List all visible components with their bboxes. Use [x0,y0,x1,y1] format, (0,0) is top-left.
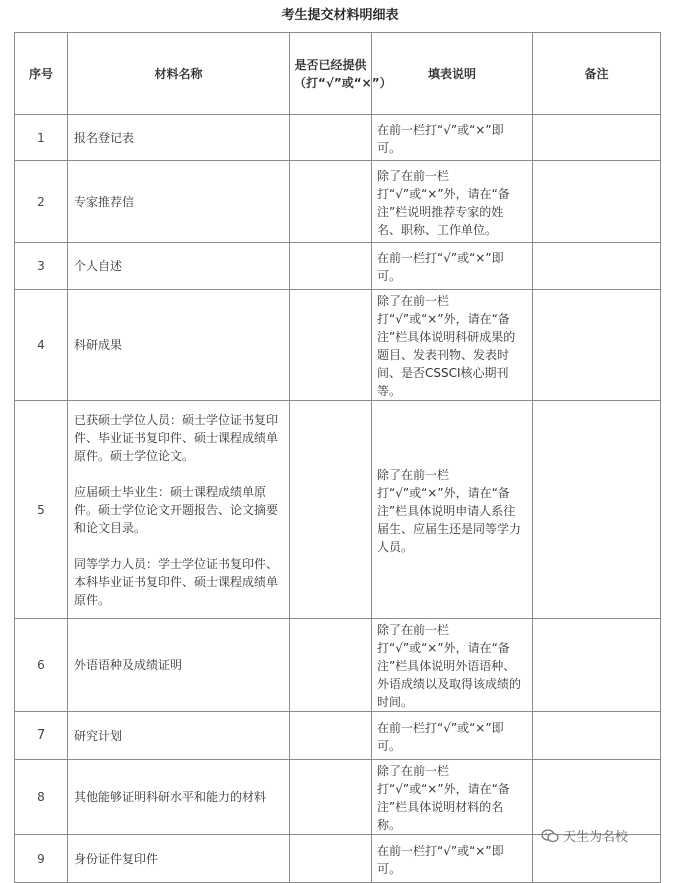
material-name [68,290,290,401]
submitted-cell[interactable] [290,243,372,290]
submitted-cell[interactable] [290,835,372,883]
table-row [15,712,661,760]
table-row [15,401,661,619]
header-submitted: 是否已经提供（打“√”或“×”） [290,33,372,115]
material-name-text: 个人自述 [74,259,123,273]
watermark-text: 天生为名校 [563,830,629,845]
remarks-cell[interactable] [533,712,661,760]
material-name-text: 已获硕士学位人员：硕士学位证书复印件、毕业证书复印件、硕士课程成绩单原件。硕士学位论文。 [74,412,279,463]
row-index: 1 [15,115,68,161]
row-index: 7 [15,712,68,760]
submitted-cell[interactable] [290,712,372,760]
header-remarks: 备注 [533,33,661,115]
wechat-icon [541,829,559,843]
material-name-text: 同等学力人员：学士学位证书复印件、本科毕业证书复印件、硕士课程成绩单原件。 [74,556,279,607]
row-index: 4 [15,290,68,401]
table-row [15,115,661,161]
submitted-cell[interactable] [290,115,372,161]
material-name-text: 研究计划 [74,728,123,743]
instructions-cell: 除了在前一栏打“√”或“×”外，请在“备注”栏具体说明材料的名称。 [372,760,533,835]
material-name [68,115,290,161]
remarks-cell[interactable] [533,619,661,712]
remarks-cell[interactable] [533,290,661,401]
instructions-cell: 在前一栏打“√”或“×”即可。 [372,243,533,290]
submitted-cell[interactable] [290,760,372,835]
page-title: 考生提交材料明细表 [281,8,399,23]
material-name [68,619,290,712]
row-index: 8 [15,760,68,835]
row-index: 3 [15,243,68,290]
material-name-text: 其他能够证明科研水平和能力的材料 [74,790,267,804]
row-index: 2 [15,161,68,243]
remarks-cell[interactable] [533,161,661,243]
header-index: 序号 [15,33,68,115]
submitted-cell[interactable] [290,161,372,243]
submitted-cell[interactable] [290,290,372,401]
watermark [541,826,628,845]
material-name [68,401,290,619]
material-name-text: 外语语种及成绩证明 [74,658,183,672]
remarks-cell[interactable] [533,115,661,161]
material-name-text: 专家推荐信 [74,194,135,209]
material-name-text: 科研成果 [74,338,123,352]
header-instructions: 填表说明 [372,33,533,115]
remarks-cell[interactable] [533,401,661,619]
material-name [68,712,290,760]
row-index: 5 [15,401,68,619]
submitted-cell[interactable] [290,401,372,619]
table-row [15,290,661,401]
material-name [68,760,290,835]
row-index: 6 [15,619,68,712]
material-name [68,835,290,883]
instructions-cell: 除了在前一栏打“√”或“×”外，请在“备注”栏说明推荐专家的姓名、职称、工作单位。 [372,161,533,243]
remarks-cell[interactable] [533,760,661,835]
instructions-cell: 在前一栏打“√”或“×”即可。 [372,712,533,760]
header-name: 材料名称 [68,33,290,115]
materials-table [14,32,661,883]
instructions-cell: 在前一栏打“√”或“×”即可。 [372,835,533,883]
material-name [68,161,290,243]
instructions-cell: 除了在前一栏打“√”或“×”外，请在“备注”栏具体说明外语语种、外语成绩以及取得该成绩的时间。 [372,619,533,712]
table-row [15,161,661,243]
material-name-text: 报名登记表 [74,130,135,145]
submitted-cell[interactable] [290,619,372,712]
table-row [15,760,661,835]
material-name-text: 身份证件复印件 [74,851,159,866]
material-name [68,243,290,290]
material-name-text: 应届硕士毕业生：硕士课程成绩单原件。硕士学位论文开题报告、论文摘要和论文目录。 [74,484,279,535]
table-row [15,619,661,712]
table-row [15,243,661,290]
instructions-cell: 除了在前一栏打“√”或“×”外，请在“备注”栏具体说明科研成果的题目、发表刊物、发表时间、是否CSSCI核心期刊等。 [372,290,533,401]
instructions-cell: 除了在前一栏打“√”或“×”外，请在“备注”栏具体说明申请人系往届生、应届生还是同等学力人员。 [372,401,533,619]
instructions-cell: 在前一栏打“√”或“×”即可。 [372,115,533,161]
header-row [15,33,661,115]
row-index: 9 [15,835,68,883]
remarks-cell[interactable] [533,243,661,290]
